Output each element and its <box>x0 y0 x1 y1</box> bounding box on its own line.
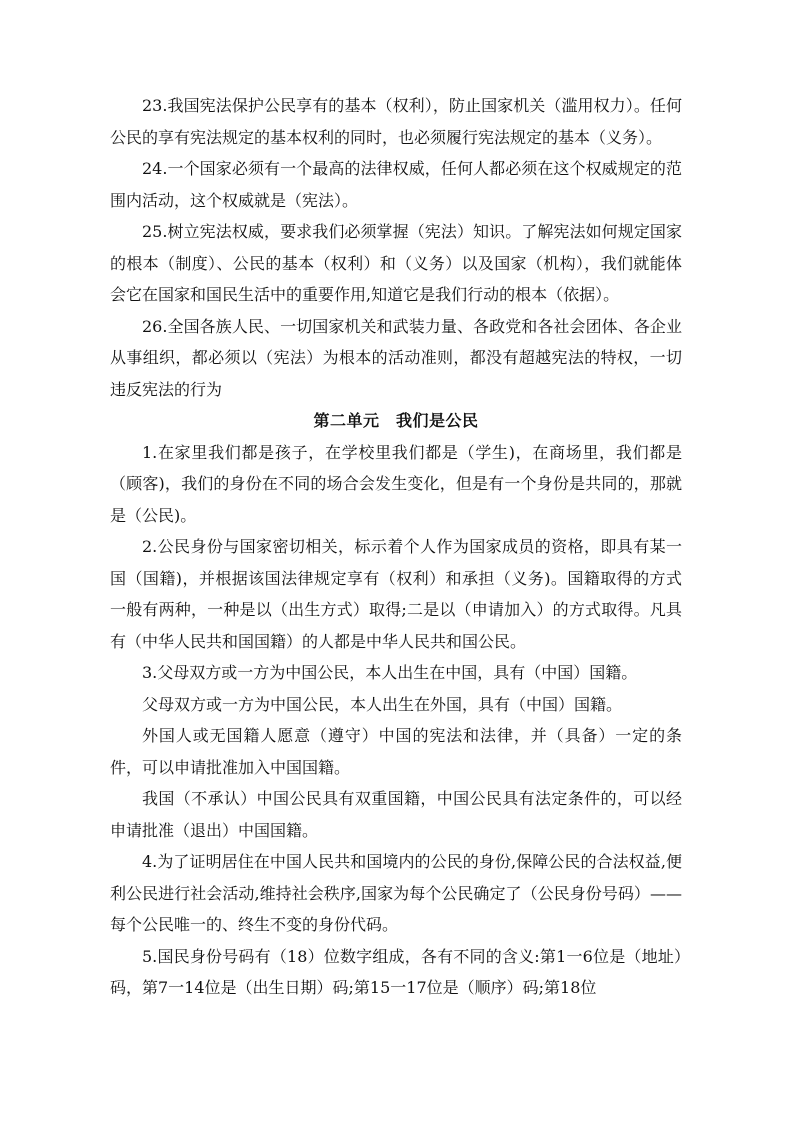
paragraph-4: 4.为了证明居住在中国人民共和国境内的公民的身份,保障公民的合法权益,便利公民进行社会活动,维持社会秩序,国家为每个公民确定了（公民身份号码）——每个公民唯一的、终生不变的身份代码。 <box>110 852 682 934</box>
paragraph-5: 5.国民身份号码有（18）位数字组成，各有不同的含义:第1一6位是（地址）码，第7一14位是（出生日期）码;第15一17位是（顺序）码;第18位 <box>110 946 682 997</box>
paragraph-26: 26.全国各族人民、一切国家机关和武装力量、各政党和各社会团体、各企业从事组织，都必须以（宪法）为根本的活动准则，都没有超越宪法的特权，一切违反宪法的行为 <box>110 316 682 399</box>
paragraph-3-dual-nationality: 我国（不承认）中国公民具有双重国籍，中国公民具有法定条件的，可以经申请批准（退出）中国国籍。 <box>110 789 682 840</box>
paragraph-3: 3.父母双方或一方为中国公民，本人出生在中国，具有（中国）国籍。 <box>142 663 638 682</box>
paragraph-24: 24.一个国家必须有一个最高的法律权威，任何人都必须在这个权威规定的范围内活动，这个权威就是（宪法）。 <box>110 159 682 210</box>
paragraph-25: 25.树立宪法权威，要求我们必须掌握（宪法）知识。了解宪法如何规定国家的根本（制度）、公民的基本（权利）和（义务）以及国家（机构），我们就能体会它在国家和国民生活中的重要作用,知道它是我们行动的根本（依据）。 <box>110 222 682 304</box>
document-page <box>110 90 682 1004</box>
section-heading: 第二单元 我们是公民 <box>313 411 479 430</box>
paragraph-2: 2.公民身份与国家密切相关，标示着个人作为国家成员的资格，即具有某一国（国籍)，并根据该国法律规定享有（权利）和承担（义务)。国籍取得的方式一般有两种，一种是以（出生方式）取得;二是以（申请加入）的方式取得。凡具有（中华人民共和国国籍）的人都是中华人民共和国公民。 <box>110 537 682 651</box>
paragraph-1: 1.在家里我们都是孩子，在学校里我们都是（学生)，在商场里，我们都是（顾客)，我们的身份在不同的场合会发生变化，但是有一个身份是共同的，那就是（公民)。 <box>110 442 682 525</box>
paragraph-23: 23.我国宪法保护公民享有的基本（权利），防止国家机关（滥用权力）。任何公民的享有宪法规定的基本权利的同时，也必须履行宪法规定的基本（义务）。 <box>110 96 682 147</box>
paragraph-3-naturalization: 外国人或无国籍人愿意（遵守）中国的宪法和法律，并（具备）一定的条件，可以申请批准加入中国国籍。 <box>110 726 682 777</box>
paragraph-3-foreign-birth: 父母双方或一方为中国公民，本人出生在外国，具有（中国）国籍。 <box>142 694 623 714</box>
